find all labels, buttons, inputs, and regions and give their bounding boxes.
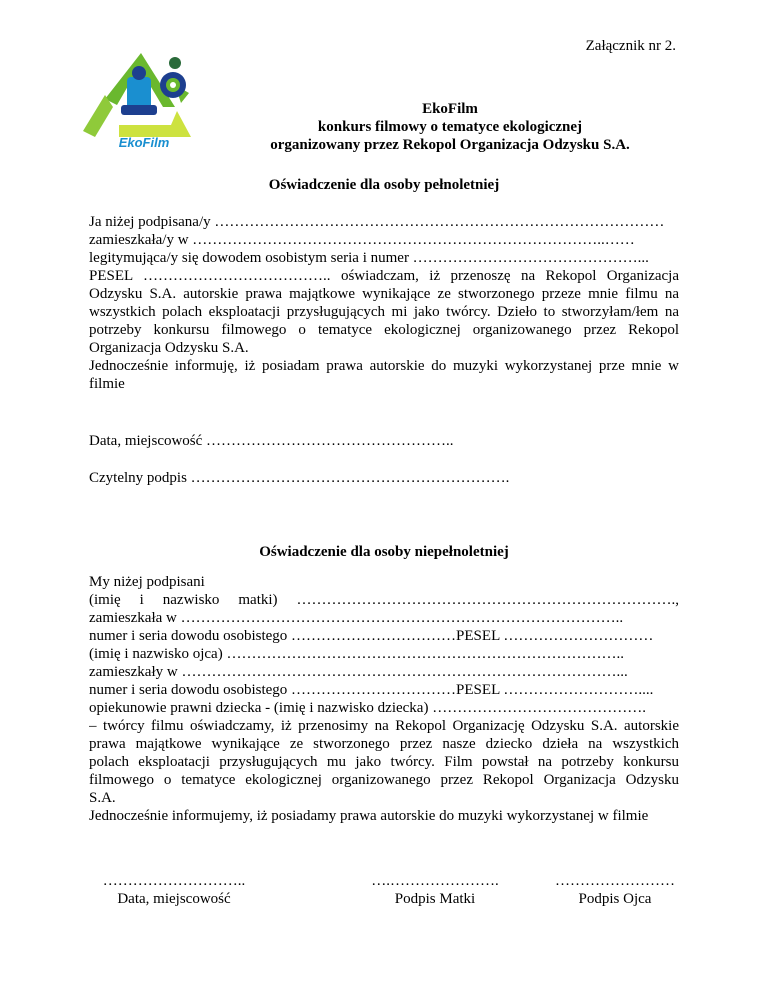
signature-label: Podpis Matki bbox=[394, 891, 476, 907]
header-title: EkoFilm bbox=[422, 101, 478, 117]
minor-statement-line: opiekunowie prawni dziecka - (imię i nazwisko dziecka) ……………………………………. bbox=[89, 700, 646, 716]
adult-statement-line: zamieszkała/y w ………………………………………………………………………..…… bbox=[89, 232, 635, 248]
header-subtitle: konkurs filmowy o tematyce ekologicznej bbox=[317, 119, 583, 135]
signature-dots: ….…………………. bbox=[371, 873, 499, 889]
adult-statement-line: PESEL ……………………………….. oświadczam, iż przenoszę na Rekopol Organizacja bbox=[89, 268, 679, 284]
minor-statement-line: polach eksploatacji przysługujących mu jako twórcy. Film powstał na potrzeby konkursu bbox=[89, 754, 679, 770]
minor-statement-line: numer i seria dowodu osobistego ……………………………PESEL ……………………….... bbox=[89, 682, 654, 698]
minor-statement-line: S.A. bbox=[89, 790, 116, 806]
signature-father[interactable] bbox=[535, 872, 695, 908]
minor-heading: Oświadczenie dla osoby niepełnoletniej bbox=[259, 544, 509, 560]
minor-statement-line: numer i seria dowodu osobistego ……………………………PESEL ………………………… bbox=[89, 628, 654, 644]
minor-statement-line: zamieszkała w …………………………………………………………………………….. bbox=[89, 610, 624, 626]
minor-statement-line: – twórcy filmu oświadczamy, iż przenosimy na Rekopol Organizację Odzysku S.A. autorskie bbox=[89, 718, 679, 734]
adult-statement-line: potrzeby konkursu filmowego o tematyce ekologicznej organizowanego przez Rekopol bbox=[89, 322, 679, 338]
adult-date-place-field[interactable]: Data, miejscowość ………………………………………….. bbox=[89, 433, 454, 449]
ekofilm-logo bbox=[79, 45, 209, 161]
minor-statement-line: prawa majątkowe wynikające ze stworzonego przez nasze dziecko dzieła na wszystkich bbox=[89, 736, 679, 752]
minor-statement-line: filmowego o tematyce ekologicznej organizowanego przez Rekopol Organizacja Odzysku bbox=[89, 772, 679, 788]
adult-heading: Oświadczenie dla osoby pełnoletniej bbox=[268, 177, 500, 193]
minor-statement-line: Jednocześnie informujemy, iż posiadamy prawa autorskie do muzyki wykorzystanej w filmie bbox=[89, 808, 649, 824]
signature-label: Podpis Ojca bbox=[578, 891, 652, 907]
minor-statement-line: My niżej podpisani bbox=[89, 574, 205, 590]
annex-label: Załącznik nr 2. bbox=[585, 38, 676, 54]
adult-statement-line: Organizacja Odzysku S.A. bbox=[89, 340, 249, 356]
adult-statement-line: Odzysku S.A. autorskie prawa majątkowe wynikające ze stworzonego przeze mnie filmu na bbox=[89, 286, 679, 302]
header-organizer: organizowany przez Rekopol Organizacja Odzysku S.A. bbox=[270, 137, 630, 153]
adult-statement-line: legitymująca/y się dowodem osobistym seria i numer ………………………………………... bbox=[89, 250, 649, 266]
adult-statement-line: Ja niżej podpisana/y ……………………………………………………………………………… bbox=[89, 214, 665, 230]
signature-date-place[interactable] bbox=[89, 872, 259, 908]
minor-statement-line: (imię i nazwisko matki) …………………………………………………………………., bbox=[89, 592, 679, 608]
signature-dots: …………………… bbox=[555, 873, 675, 889]
adult-signature-field[interactable]: Czytelny podpis ………………………………………………………. bbox=[89, 470, 510, 486]
minor-statement-line: (imię i nazwisko ojca) …………………………………………………………………….. bbox=[89, 646, 624, 662]
signature-mother[interactable] bbox=[355, 872, 515, 908]
adult-statement-line: wszystkich polach eksploatacji przysługujących mi jako twórcy. Dzieło to stworzyłam/łem na bbox=[89, 304, 679, 320]
minor-statement-line: zamieszkały w ……………………………………………………………………………... bbox=[89, 664, 628, 680]
adult-statement-line: filmie bbox=[89, 376, 125, 392]
logo-text: EkoFilm bbox=[118, 135, 170, 150]
adult-statement-line: Jednocześnie informuję, iż posiadam prawa autorskie do muzyki wykorzystanej prze mnie w bbox=[89, 358, 679, 374]
signature-dots: ……………………….. bbox=[102, 873, 246, 889]
signature-label: Data, miejscowość bbox=[117, 891, 231, 907]
